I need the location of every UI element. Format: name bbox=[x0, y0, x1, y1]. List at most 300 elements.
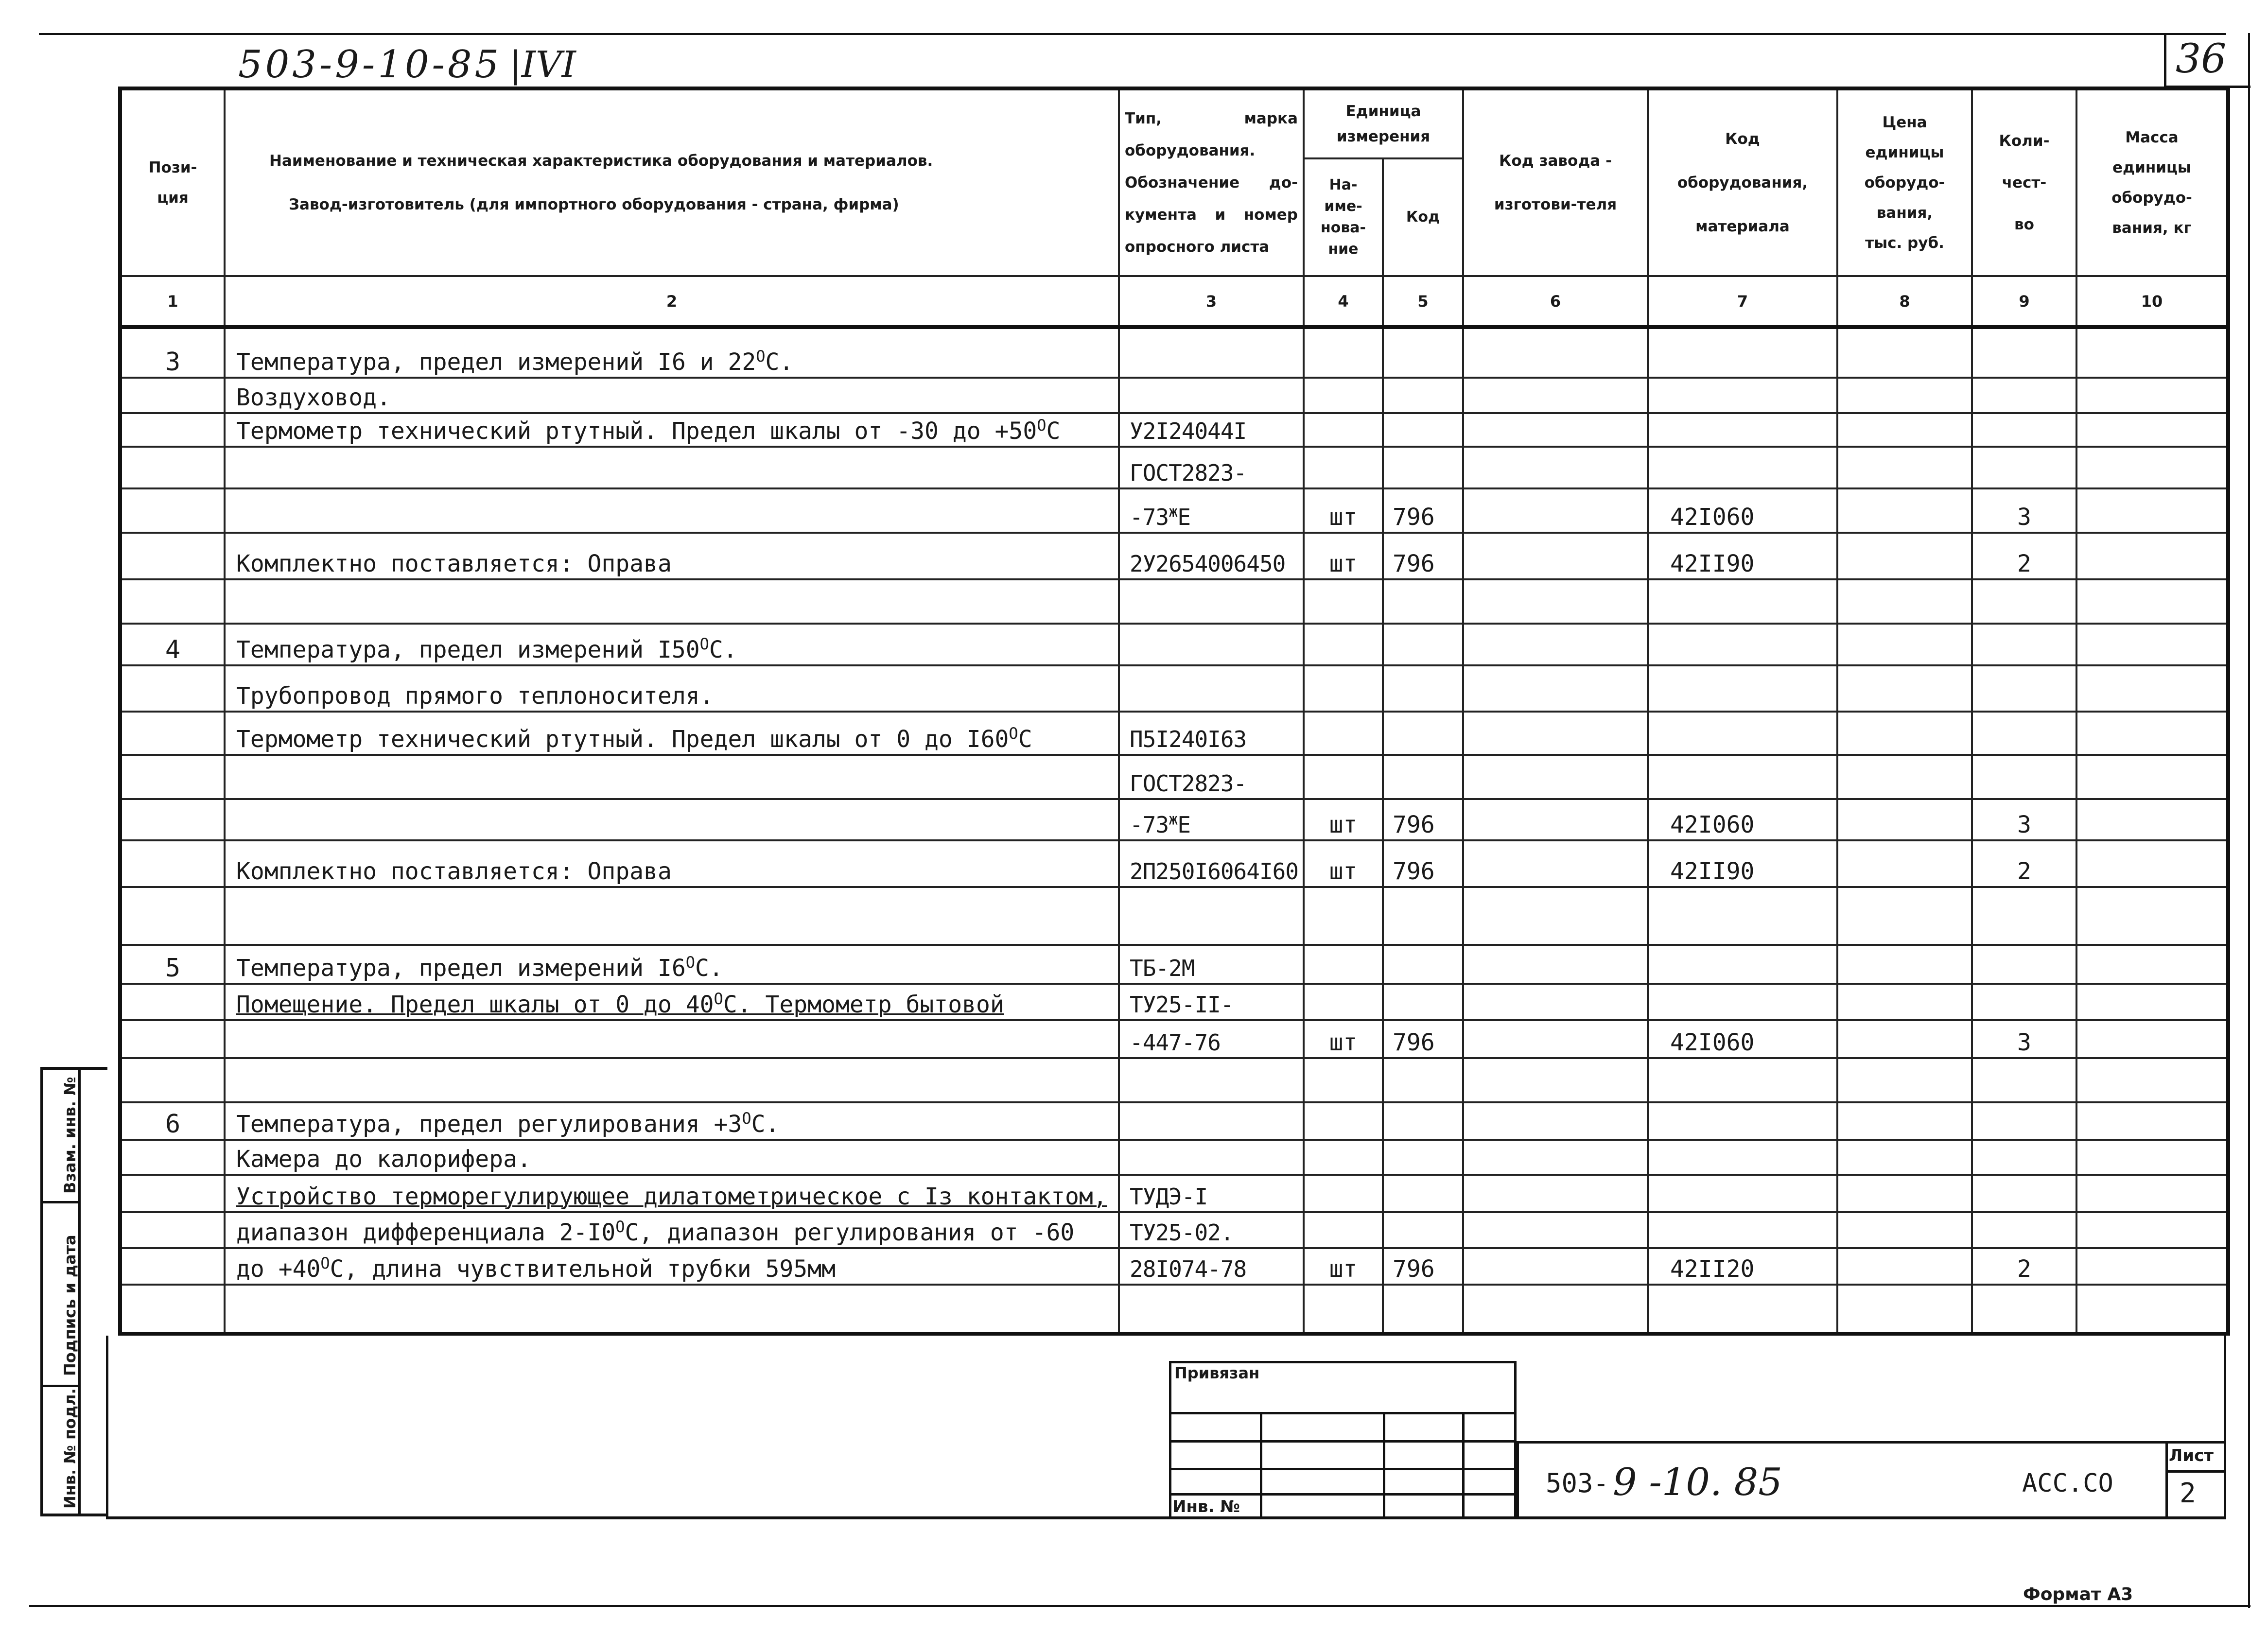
cell-equipment-code bbox=[1648, 327, 1837, 378]
cell-unit-name bbox=[1304, 1175, 1383, 1212]
cell-unit-price bbox=[1837, 1212, 1972, 1249]
cell-unit-mass bbox=[2076, 624, 2228, 665]
position-number: 3 bbox=[165, 347, 181, 377]
cell-unit-code bbox=[1383, 624, 1463, 665]
column-number-6: 6 bbox=[1463, 276, 1648, 327]
cell-manufacturer-code bbox=[1463, 1248, 1648, 1285]
cell-unit-price bbox=[1837, 1175, 1972, 1212]
item-type-sup: ж bbox=[1169, 503, 1178, 522]
cell-unit-name bbox=[1304, 945, 1383, 984]
equipment-code: 42II90 bbox=[1670, 550, 1755, 578]
cell-manufacturer-code bbox=[1463, 755, 1648, 799]
item-name bbox=[236, 636, 737, 663]
item-type: ТУ25-II- bbox=[1130, 991, 1234, 1018]
cell-equipment-code bbox=[1648, 665, 1837, 712]
cell-unit-mass bbox=[2076, 579, 2228, 624]
cell-type bbox=[1119, 665, 1304, 712]
cell-unit-code bbox=[1383, 533, 1463, 579]
cell-type bbox=[1119, 1102, 1304, 1140]
item-name-tail: С, диапазон регулирования от -60 bbox=[625, 1219, 1075, 1247]
item-name-text: Термометр технический ртутный. Предел шкалы от 0 до I60 bbox=[236, 726, 1009, 753]
cell-equipment-code bbox=[1648, 579, 1837, 624]
item-name-text: Помещение. Предел шкалы от 0 до 40 bbox=[236, 991, 714, 1018]
cell-unit-name bbox=[1304, 712, 1383, 755]
cell-quantity bbox=[1972, 1020, 2076, 1059]
cell-manufacturer-code bbox=[1463, 533, 1648, 579]
cell-unit-name bbox=[1304, 1058, 1383, 1102]
cell-type bbox=[1119, 799, 1304, 840]
cell-unit-code bbox=[1383, 488, 1463, 533]
cell-unit-code bbox=[1383, 1020, 1463, 1059]
cell-unit-name bbox=[1304, 1212, 1383, 1249]
frame-right-line bbox=[2248, 33, 2250, 1608]
cell-unit-price bbox=[1837, 533, 1972, 579]
title-block-left bbox=[1517, 1441, 1519, 1519]
cell-name bbox=[225, 1248, 1119, 1285]
orig-inv-cell bbox=[43, 1387, 78, 1516]
item-name-tail: С. bbox=[765, 348, 794, 376]
cell-unit-mass bbox=[2076, 1020, 2228, 1059]
cell-position bbox=[120, 984, 225, 1020]
cell-type bbox=[1119, 1140, 1304, 1175]
cell-quantity bbox=[1972, 1102, 2076, 1140]
cell-type bbox=[1119, 1285, 1304, 1334]
document-code-handwritten: 9 -10. 85 bbox=[1613, 1461, 1782, 1504]
item-type: ТБ-2М bbox=[1130, 955, 1195, 981]
cell-equipment-code bbox=[1648, 1102, 1837, 1140]
unit-code: 796 bbox=[1393, 1029, 1435, 1057]
cell-type bbox=[1119, 945, 1304, 984]
cell-unit-mass bbox=[2076, 327, 2228, 378]
cell-position bbox=[120, 887, 225, 945]
cell-position bbox=[120, 1020, 225, 1059]
header-position bbox=[120, 88, 225, 276]
cell-unit-code bbox=[1383, 984, 1463, 1020]
cell-unit-code bbox=[1383, 378, 1463, 414]
top-mark: |IVI bbox=[509, 44, 576, 86]
cell-manufacturer-code bbox=[1463, 712, 1648, 755]
cell-equipment-code bbox=[1648, 533, 1837, 579]
cell-equipment-code bbox=[1648, 755, 1837, 799]
quantity: 3 bbox=[2017, 811, 2031, 838]
item-name-tail: С, длина чувствительной трубки 595мм bbox=[330, 1255, 836, 1283]
cell-quantity bbox=[1972, 488, 2076, 533]
cell-unit-mass bbox=[2076, 413, 2228, 447]
table-row bbox=[120, 1102, 2228, 1140]
header-quantity-text: Коли-чест-во bbox=[1999, 132, 2050, 234]
cell-unit-mass bbox=[2076, 799, 2228, 840]
unit-code: 796 bbox=[1393, 1255, 1435, 1283]
cell-quantity bbox=[1972, 840, 2076, 888]
swap-inv-cell bbox=[43, 1070, 78, 1203]
specification-body bbox=[120, 327, 2228, 1334]
cell-manufacturer-code bbox=[1463, 1102, 1648, 1140]
cell-type bbox=[1119, 1058, 1304, 1102]
cell-unit-price bbox=[1837, 579, 1972, 624]
bottom-frame-bottom bbox=[106, 1516, 2226, 1519]
cell-equipment-code bbox=[1648, 1140, 1837, 1175]
cell-name bbox=[225, 840, 1119, 888]
cell-position bbox=[120, 327, 225, 378]
item-name bbox=[236, 991, 1004, 1018]
cell-manufacturer-code bbox=[1463, 1285, 1648, 1334]
cell-unit-mass bbox=[2076, 1175, 2228, 1212]
inv-number-label: Инв. № bbox=[1172, 1497, 1240, 1516]
item-name-text: Трубопровод прямого теплоносителя. bbox=[236, 682, 714, 710]
sheet-box-divider bbox=[2165, 1470, 2226, 1473]
cell-unit-price bbox=[1837, 1102, 1972, 1140]
table-row bbox=[120, 840, 2228, 888]
cell-position bbox=[120, 447, 225, 488]
cell-unit-code bbox=[1383, 799, 1463, 840]
table-row bbox=[120, 378, 2228, 414]
unit-code: 796 bbox=[1393, 550, 1435, 578]
cell-unit-code bbox=[1383, 840, 1463, 888]
cell-unit-price bbox=[1837, 1140, 1972, 1175]
quantity: 3 bbox=[2017, 504, 2031, 531]
cell-type bbox=[1119, 327, 1304, 378]
cell-position bbox=[120, 488, 225, 533]
item-type: -73 bbox=[1130, 811, 1169, 838]
page-corner-number: 36 bbox=[2176, 36, 2227, 82]
unit-code: 796 bbox=[1393, 811, 1435, 838]
table-row bbox=[120, 447, 2228, 488]
cell-equipment-code bbox=[1648, 984, 1837, 1020]
item-name-text: до +40 bbox=[236, 1255, 321, 1283]
item-name-degree: О bbox=[714, 989, 723, 1008]
item-name bbox=[236, 384, 391, 411]
cell-unit-price bbox=[1837, 887, 1972, 945]
cell-type bbox=[1119, 984, 1304, 1020]
cell-name bbox=[225, 1175, 1119, 1212]
cell-manufacturer-code bbox=[1463, 1140, 1648, 1175]
cell-quantity bbox=[1972, 887, 2076, 945]
unit-code: 796 bbox=[1393, 858, 1435, 886]
cell-manufacturer-code bbox=[1463, 1058, 1648, 1102]
cell-unit-mass bbox=[2076, 712, 2228, 755]
cell-manufacturer-code bbox=[1463, 624, 1648, 665]
item-name-text: диапазон дифференциала 2-I0 bbox=[236, 1219, 616, 1247]
cell-manufacturer-code bbox=[1463, 799, 1648, 840]
column-number-3: 3 bbox=[1119, 276, 1304, 327]
item-type: ТУДЭ-I bbox=[1130, 1183, 1208, 1210]
cell-unit-mass bbox=[2076, 447, 2228, 488]
cell-equipment-code bbox=[1648, 1212, 1837, 1249]
table-row bbox=[120, 1212, 2228, 1249]
cell-quantity bbox=[1972, 1248, 2076, 1285]
cell-unit-code bbox=[1383, 447, 1463, 488]
cell-type bbox=[1119, 447, 1304, 488]
cell-position bbox=[120, 1285, 225, 1334]
cell-position bbox=[120, 1248, 225, 1285]
cell-unit-code bbox=[1383, 1175, 1463, 1212]
item-name bbox=[236, 858, 672, 885]
cell-type bbox=[1119, 712, 1304, 755]
cell-type bbox=[1119, 378, 1304, 414]
header-type bbox=[1119, 88, 1304, 276]
cell-unit-code bbox=[1383, 579, 1463, 624]
title-block-top bbox=[1517, 1441, 2226, 1444]
item-type-tail: Е bbox=[1177, 811, 1191, 838]
top-document-code: 503-9-10-85 bbox=[238, 43, 502, 87]
unit-name: шт bbox=[1329, 504, 1358, 531]
table-row bbox=[120, 1140, 2228, 1175]
cell-manufacturer-code bbox=[1463, 488, 1648, 533]
table-row bbox=[120, 984, 2228, 1020]
column-number-8: 8 bbox=[1837, 276, 1972, 327]
item-name-tail: С. bbox=[751, 1110, 780, 1138]
document-code-print: 503- bbox=[1546, 1468, 1609, 1498]
cell-unit-mass bbox=[2076, 1102, 2228, 1140]
cell-equipment-code bbox=[1648, 378, 1837, 414]
item-name bbox=[236, 1255, 836, 1283]
cell-quantity bbox=[1972, 447, 2076, 488]
position-number: 4 bbox=[165, 635, 181, 664]
header-unit-code-text: Код bbox=[1406, 209, 1440, 226]
cell-unit-mass bbox=[2076, 665, 2228, 712]
unit-name: шт bbox=[1329, 1029, 1358, 1057]
cell-quantity bbox=[1972, 378, 2076, 414]
cell-quantity bbox=[1972, 1140, 2076, 1175]
cell-manufacturer-code bbox=[1463, 945, 1648, 984]
header-unit-code bbox=[1383, 158, 1463, 276]
sheet-label: Лист bbox=[2169, 1446, 2214, 1465]
item-type-tail: Е bbox=[1177, 504, 1191, 531]
cell-name bbox=[225, 378, 1119, 414]
position-number: 6 bbox=[165, 1109, 181, 1139]
swap-inv-label: Взам. инв. № bbox=[61, 1077, 79, 1194]
cell-manufacturer-code bbox=[1463, 984, 1648, 1020]
quantity: 2 bbox=[2017, 550, 2031, 578]
bound-stamp-label: Привязан bbox=[1174, 1364, 1260, 1382]
cell-equipment-code bbox=[1648, 488, 1837, 533]
cell-unit-code bbox=[1383, 413, 1463, 447]
unit-name: шт bbox=[1329, 858, 1358, 886]
equipment-code: 42I060 bbox=[1670, 504, 1755, 531]
bottom-frame-right bbox=[2224, 1336, 2226, 1519]
item-name-text: Термометр технический ртутный. Предел шкалы от -30 до +50 bbox=[236, 418, 1037, 445]
cell-unit-price bbox=[1837, 984, 1972, 1020]
cell-equipment-code bbox=[1648, 945, 1837, 984]
cell-position bbox=[120, 533, 225, 579]
cell-quantity bbox=[1972, 413, 2076, 447]
cell-unit-name bbox=[1304, 1140, 1383, 1175]
cell-unit-price bbox=[1837, 1248, 1972, 1285]
cell-unit-mass bbox=[2076, 488, 2228, 533]
header-name-line1: Наименование и техническая характеристика оборудования и материалов. bbox=[269, 152, 933, 170]
cell-equipment-code bbox=[1648, 712, 1837, 755]
cell-type bbox=[1119, 1020, 1304, 1059]
header-unit-price bbox=[1837, 88, 1972, 276]
table-row bbox=[120, 533, 2228, 579]
cell-name bbox=[225, 712, 1119, 755]
cell-name bbox=[225, 799, 1119, 840]
cell-type bbox=[1119, 533, 1304, 579]
table-row bbox=[120, 887, 2228, 945]
cell-manufacturer-code bbox=[1463, 665, 1648, 712]
header-type-text: Тип, марка оборудования. Обозначение до-кумента и номер опросного листа bbox=[1125, 110, 1298, 256]
cell-unit-code bbox=[1383, 1285, 1463, 1334]
header-unit-group bbox=[1304, 88, 1463, 158]
cell-unit-mass bbox=[2076, 840, 2228, 888]
cell-unit-price bbox=[1837, 945, 1972, 984]
cell-unit-name bbox=[1304, 378, 1383, 414]
sheet-number: 2 bbox=[2180, 1478, 2196, 1509]
cell-unit-price bbox=[1837, 665, 1972, 712]
column-number-5: 5 bbox=[1383, 276, 1463, 327]
quantity: 2 bbox=[2017, 1255, 2031, 1283]
cell-type bbox=[1119, 488, 1304, 533]
item-type: П5I240I63 bbox=[1130, 726, 1247, 753]
cell-unit-name bbox=[1304, 887, 1383, 945]
bound-stamp-col3 bbox=[1462, 1412, 1465, 1519]
cell-unit-name bbox=[1304, 624, 1383, 665]
header-unit-price-text: Цена единицы оборудо-вания, тыс. руб. bbox=[1864, 114, 1945, 252]
item-name-text: Устройство терморегулирующее дилатометрическое с Iз контактом, bbox=[236, 1183, 1107, 1210]
item-name bbox=[236, 1146, 531, 1173]
cell-unit-mass bbox=[2076, 533, 2228, 579]
header-unit-name-text: На-име-нова-ние bbox=[1320, 176, 1366, 258]
item-name bbox=[236, 682, 714, 710]
item-name-degree: О bbox=[742, 1109, 751, 1128]
unit-name: шт bbox=[1329, 1255, 1358, 1283]
cell-name bbox=[225, 945, 1119, 984]
cell-quantity bbox=[1972, 1285, 2076, 1334]
item-name bbox=[236, 418, 1060, 445]
item-name-text: Комплектно поставляется: Оправа bbox=[236, 550, 672, 578]
cell-unit-name bbox=[1304, 799, 1383, 840]
cell-unit-code bbox=[1383, 665, 1463, 712]
cell-name bbox=[225, 579, 1119, 624]
item-name bbox=[236, 348, 793, 376]
header-position-text: Пози- ция bbox=[148, 159, 197, 207]
item-type: -447-76 bbox=[1130, 1029, 1221, 1056]
item-name-degree: О bbox=[685, 953, 696, 972]
table-row bbox=[120, 1248, 2228, 1285]
cell-unit-code bbox=[1383, 712, 1463, 755]
item-name-text: Температура, предел измерений I6 bbox=[236, 954, 686, 982]
frame-bottom-line bbox=[29, 1605, 2251, 1607]
item-name bbox=[236, 1183, 1107, 1210]
orig-inv-label: Инв. № подл. bbox=[61, 1388, 79, 1509]
cell-unit-mass bbox=[2076, 378, 2228, 414]
cell-position bbox=[120, 1102, 225, 1140]
cell-position bbox=[120, 840, 225, 888]
cell-quantity bbox=[1972, 327, 2076, 378]
unit-name: шт bbox=[1329, 550, 1358, 578]
cell-unit-code bbox=[1383, 1058, 1463, 1102]
cell-equipment-code bbox=[1648, 447, 1837, 488]
cell-position bbox=[120, 1212, 225, 1249]
cell-unit-mass bbox=[2076, 1285, 2228, 1334]
unit-name: шт bbox=[1329, 811, 1358, 838]
cell-unit-code bbox=[1383, 1140, 1463, 1175]
unit-code: 796 bbox=[1393, 504, 1435, 531]
cell-position bbox=[120, 413, 225, 447]
cell-name bbox=[225, 1020, 1119, 1059]
cell-position bbox=[120, 945, 225, 984]
cell-unit-name bbox=[1304, 579, 1383, 624]
cell-unit-name bbox=[1304, 488, 1383, 533]
cell-type bbox=[1119, 887, 1304, 945]
cell-equipment-code bbox=[1648, 840, 1837, 888]
cell-position bbox=[120, 378, 225, 414]
cell-equipment-code bbox=[1648, 887, 1837, 945]
cell-quantity bbox=[1972, 1058, 2076, 1102]
cell-unit-code bbox=[1383, 755, 1463, 799]
cell-position bbox=[120, 755, 225, 799]
quantity: 2 bbox=[2017, 858, 2031, 886]
cell-quantity bbox=[1972, 579, 2076, 624]
table-row bbox=[120, 579, 2228, 624]
cell-position bbox=[120, 712, 225, 755]
cell-unit-price bbox=[1837, 624, 1972, 665]
table-row bbox=[120, 665, 2228, 712]
cell-type bbox=[1119, 624, 1304, 665]
cell-unit-name bbox=[1304, 1020, 1383, 1059]
cell-unit-name bbox=[1304, 840, 1383, 888]
cell-quantity bbox=[1972, 1175, 2076, 1212]
cell-unit-name bbox=[1304, 984, 1383, 1020]
frame-top-line bbox=[39, 33, 2226, 35]
cell-name bbox=[225, 755, 1119, 799]
table-row bbox=[120, 1285, 2228, 1334]
cell-unit-mass bbox=[2076, 1058, 2228, 1102]
bound-stamp-col2 bbox=[1383, 1412, 1385, 1519]
cell-unit-name bbox=[1304, 533, 1383, 579]
cell-type bbox=[1119, 1248, 1304, 1285]
item-name-tail: С. Термометр бытовой bbox=[723, 991, 1004, 1018]
cell-unit-name bbox=[1304, 665, 1383, 712]
cell-name bbox=[225, 1285, 1119, 1334]
cell-equipment-code bbox=[1648, 799, 1837, 840]
cell-unit-code bbox=[1383, 327, 1463, 378]
table-row bbox=[120, 755, 2228, 799]
header-manufacturer-code-text: Код завода - изготови-теля bbox=[1494, 152, 1617, 214]
cell-unit-price bbox=[1837, 712, 1972, 755]
cell-quantity bbox=[1972, 665, 2076, 712]
cell-position bbox=[120, 799, 225, 840]
cell-unit-name bbox=[1304, 1248, 1383, 1285]
header-equipment-code-text: Код оборудования, материала bbox=[1677, 130, 1808, 236]
item-name-text: Комплектно поставляется: Оправа bbox=[236, 858, 672, 886]
quantity: 3 bbox=[2017, 1029, 2031, 1057]
column-number-10: 10 bbox=[2076, 276, 2228, 327]
item-type-sup: ж bbox=[1169, 810, 1178, 829]
header-equipment-code bbox=[1648, 88, 1837, 276]
cell-name bbox=[225, 624, 1119, 665]
item-type: ГОСТ2823- bbox=[1130, 459, 1247, 486]
item-name-tail: С bbox=[1018, 726, 1032, 753]
cell-quantity bbox=[1972, 533, 2076, 579]
cell-unit-price bbox=[1837, 488, 1972, 533]
cell-unit-price bbox=[1837, 755, 1972, 799]
cell-position bbox=[120, 1175, 225, 1212]
cell-name bbox=[225, 984, 1119, 1020]
cell-position bbox=[120, 1140, 225, 1175]
cell-unit-price bbox=[1837, 1020, 1972, 1059]
cell-type bbox=[1119, 579, 1304, 624]
item-name-tail: С bbox=[1046, 418, 1061, 445]
cell-unit-name bbox=[1304, 1102, 1383, 1140]
header-unit-name bbox=[1304, 158, 1383, 276]
item-name bbox=[236, 1111, 779, 1138]
cell-quantity bbox=[1972, 624, 2076, 665]
table-row bbox=[120, 1058, 2228, 1102]
header-unit-mass bbox=[2076, 88, 2228, 276]
item-type: ГОСТ2823- bbox=[1130, 770, 1247, 797]
cell-manufacturer-code bbox=[1463, 378, 1648, 414]
